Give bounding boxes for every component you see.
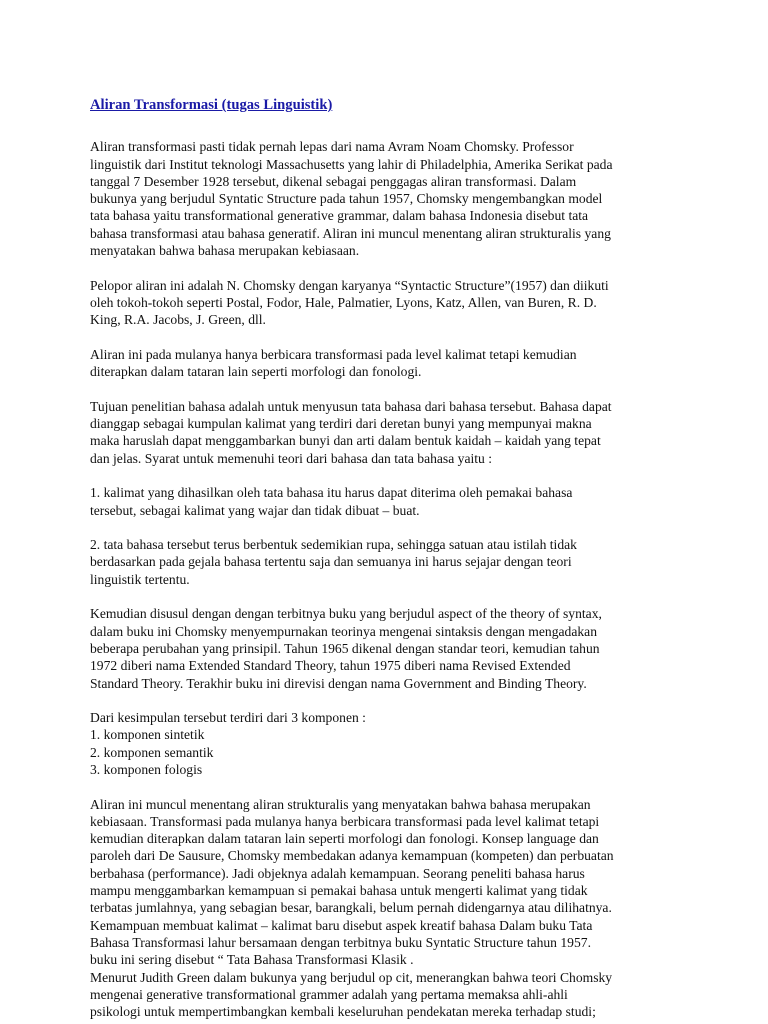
paragraph-line: mampu menggambarkan kemampuan si pemakai bahasa untuk mengerti kalimat yang tidak — [90, 883, 588, 899]
paragraph-line: buku ini sering disebut “ Tata Bahasa Transformasi Klasik . — [90, 952, 414, 968]
paragraph-line: maka haruslah dapat menggambarkan bunyi dan arti dalam bentuk kaidah – kaidah yang tepat — [90, 433, 601, 449]
paragraph-line: tata bahasa yaitu transformational generative grammar, dalam bahasa Indonesia disebut tata — [90, 208, 589, 224]
paragraph-line: Aliran ini pada mulanya hanya berbicara transformasi pada level kalimat tetapi kemudian — [90, 346, 577, 362]
document-title-link[interactable]: Aliran Transformasi (tugas Linguistik) — [90, 97, 333, 113]
paragraph-line: 1. komponen sintetik — [90, 727, 205, 743]
paragraph — [90, 709, 690, 778]
paragraph-line: bahasa transformasi atau bahasa generatif. Aliran ini muncul menentang aliran strukturalis yang — [90, 225, 611, 241]
paragraph — [90, 484, 690, 519]
paragraph-line: linguistik tertentu. — [90, 571, 190, 587]
paragraph — [90, 398, 690, 467]
paragraph-line: linguistik dari Institut teknologi Massachusetts yang lahir di Philadelphia, Amerika Serikat pada — [90, 156, 613, 172]
paragraph-line: oleh tokoh-tokoh seperti Postal, Fodor, Hale, Palmatier, Lyons, Katz, Allen, van Buren, R. D. — [90, 294, 597, 310]
paragraph-line: Standard Theory. Terakhir buku ini direvisi dengan nama Government and Binding Theory. — [90, 675, 587, 691]
paragraph-line: 2. komponen semantik — [90, 744, 214, 760]
paragraph-line: Dari kesimpulan tersebut terdiri dari 3 komponen : — [90, 710, 366, 726]
paragraph-line: berbahasa (performance). Jadi objeknya adalah kemampuan. Seorang peneliti bahasa harus — [90, 865, 585, 881]
paragraph-line: psikologi untuk mempertimbangkan kembali keseluruhan pendekatan mereka terhadap studi; — [90, 1004, 596, 1020]
paragraph-line: Menurut Judith Green dalam bukunya yang berjudul op cit, menerangkan bahwa teori Chomsky — [90, 969, 613, 985]
paragraph-line: 1. kalimat yang dihasilkan oleh tata bahasa itu harus dapat diterima oleh pemakai bahasa — [90, 485, 573, 501]
paragraph — [90, 346, 690, 381]
paragraph — [90, 277, 690, 329]
paragraph-line: tersebut, sebagai kalimat yang wajar dan tidak dibuat – buat. — [90, 502, 420, 518]
paragraph-line: kebiasaan. Transformasi pada mulanya hanya berbicara transformasi pada level kalimat tetapi — [90, 813, 600, 829]
paragraph-line: menyatakan bahwa bahasa merupakan kebiasaan. — [90, 243, 360, 259]
paragraph-line: diterapkan dalam tataran lain seperti morfologi dan fonologi. — [90, 364, 422, 380]
paragraph-line: kemudian diterapkan dalam tataran lain seperti morfologi dan fonologi. Konsep language dan — [90, 831, 599, 847]
paragraph-line: 1972 diberi nama Extended Standard Theory, tahun 1975 diberi nama Revised Extended — [90, 658, 571, 674]
paragraph-line: Aliran ini muncul menentang aliran strukturalis yang menyatakan bahwa bahasa merupakan — [90, 796, 591, 812]
paragraph-line: dianggap sebagai kumpulan kalimat yang terdiri dari deretan bunyi yang mempunyai makna — [90, 416, 592, 432]
paragraph-line: Tujuan penelitian bahasa adalah untuk menyusun tata bahasa dari bahasa tersebut. Bahasa dapat — [90, 398, 612, 414]
paragraph-line: dalam buku ini Chomsky menyempurnakan teorinya mengenai sintaksis dengan mengadakan — [90, 623, 597, 639]
paragraph-line: Aliran transformasi pasti tidak pernah lepas dari nama Avram Noam Chomsky. Professor — [90, 139, 574, 155]
paragraph-line: Kemudian disusul dengan dengan terbitnya buku yang berjudul aspect of the theory of syntax, — [90, 606, 602, 622]
paragraph-line: Pelopor aliran ini adalah N. Chomsky dengan karyanya “Syntactic Structure”(1957) dan diikuti — [90, 277, 609, 293]
paragraph-line: tanggal 7 Desember 1928 tersebut, dikenal sebagai penggagas aliran transformasi. Dalam — [90, 173, 577, 189]
paragraph-line: Bahasa Transformasi lahur bersamaan dengan terbitnya buku Syntatic Structure tahun 1957. — [90, 934, 591, 950]
paragraph-line: Kemampuan membuat kalimat – kalimat baru disebut aspek kreatif bahasa Dalam buku Tata — [90, 917, 593, 933]
document-page — [90, 97, 690, 1020]
paragraph-line: King, R.A. Jacobs, J. Green, dll. — [90, 312, 266, 328]
paragraph-line: bukunya yang berjudul Syntatic Structure pada tahun 1957, Chomsky mengembangkan model — [90, 191, 603, 207]
paragraph — [90, 138, 690, 259]
paragraph-line: mengenai generative transformational grammer adalah yang pertama memaksa ahli-ahli — [90, 986, 568, 1002]
paragraph-line: berdasarkan pada gejala bahasa tertentu saja dan semuanya ini harus sejajar dengan teori — [90, 554, 572, 570]
paragraph-line: beberapa perubahan yang prinsipil. Tahun 1965 dikenal dengan standar teori, kemudian tahun — [90, 640, 600, 656]
paragraph — [90, 536, 690, 588]
paragraph — [90, 796, 690, 969]
paragraph-line: dan jelas. Syarat untuk memenuhi teori dari bahasa dan tata bahasa yaitu : — [90, 450, 493, 466]
paragraph-line: terbatas jumlahnya, yang sebagian besar, barangkali, belum pernah didengarnya atau dilihatnya. — [90, 900, 612, 916]
document-body — [90, 138, 690, 1020]
paragraph-line: 2. tata bahasa tersebut terus berbentuk sedemikian rupa, sehingga satuan atau istilah tidak — [90, 537, 577, 553]
paragraph-line: paroleh dari De Sausure, Chomsky membedakan adanya kemampuan (kompeten) dan perbuatan — [90, 848, 614, 864]
paragraph-line: 3. komponen fologis — [90, 761, 203, 777]
paragraph — [90, 605, 690, 691]
paragraph — [90, 969, 690, 1021]
